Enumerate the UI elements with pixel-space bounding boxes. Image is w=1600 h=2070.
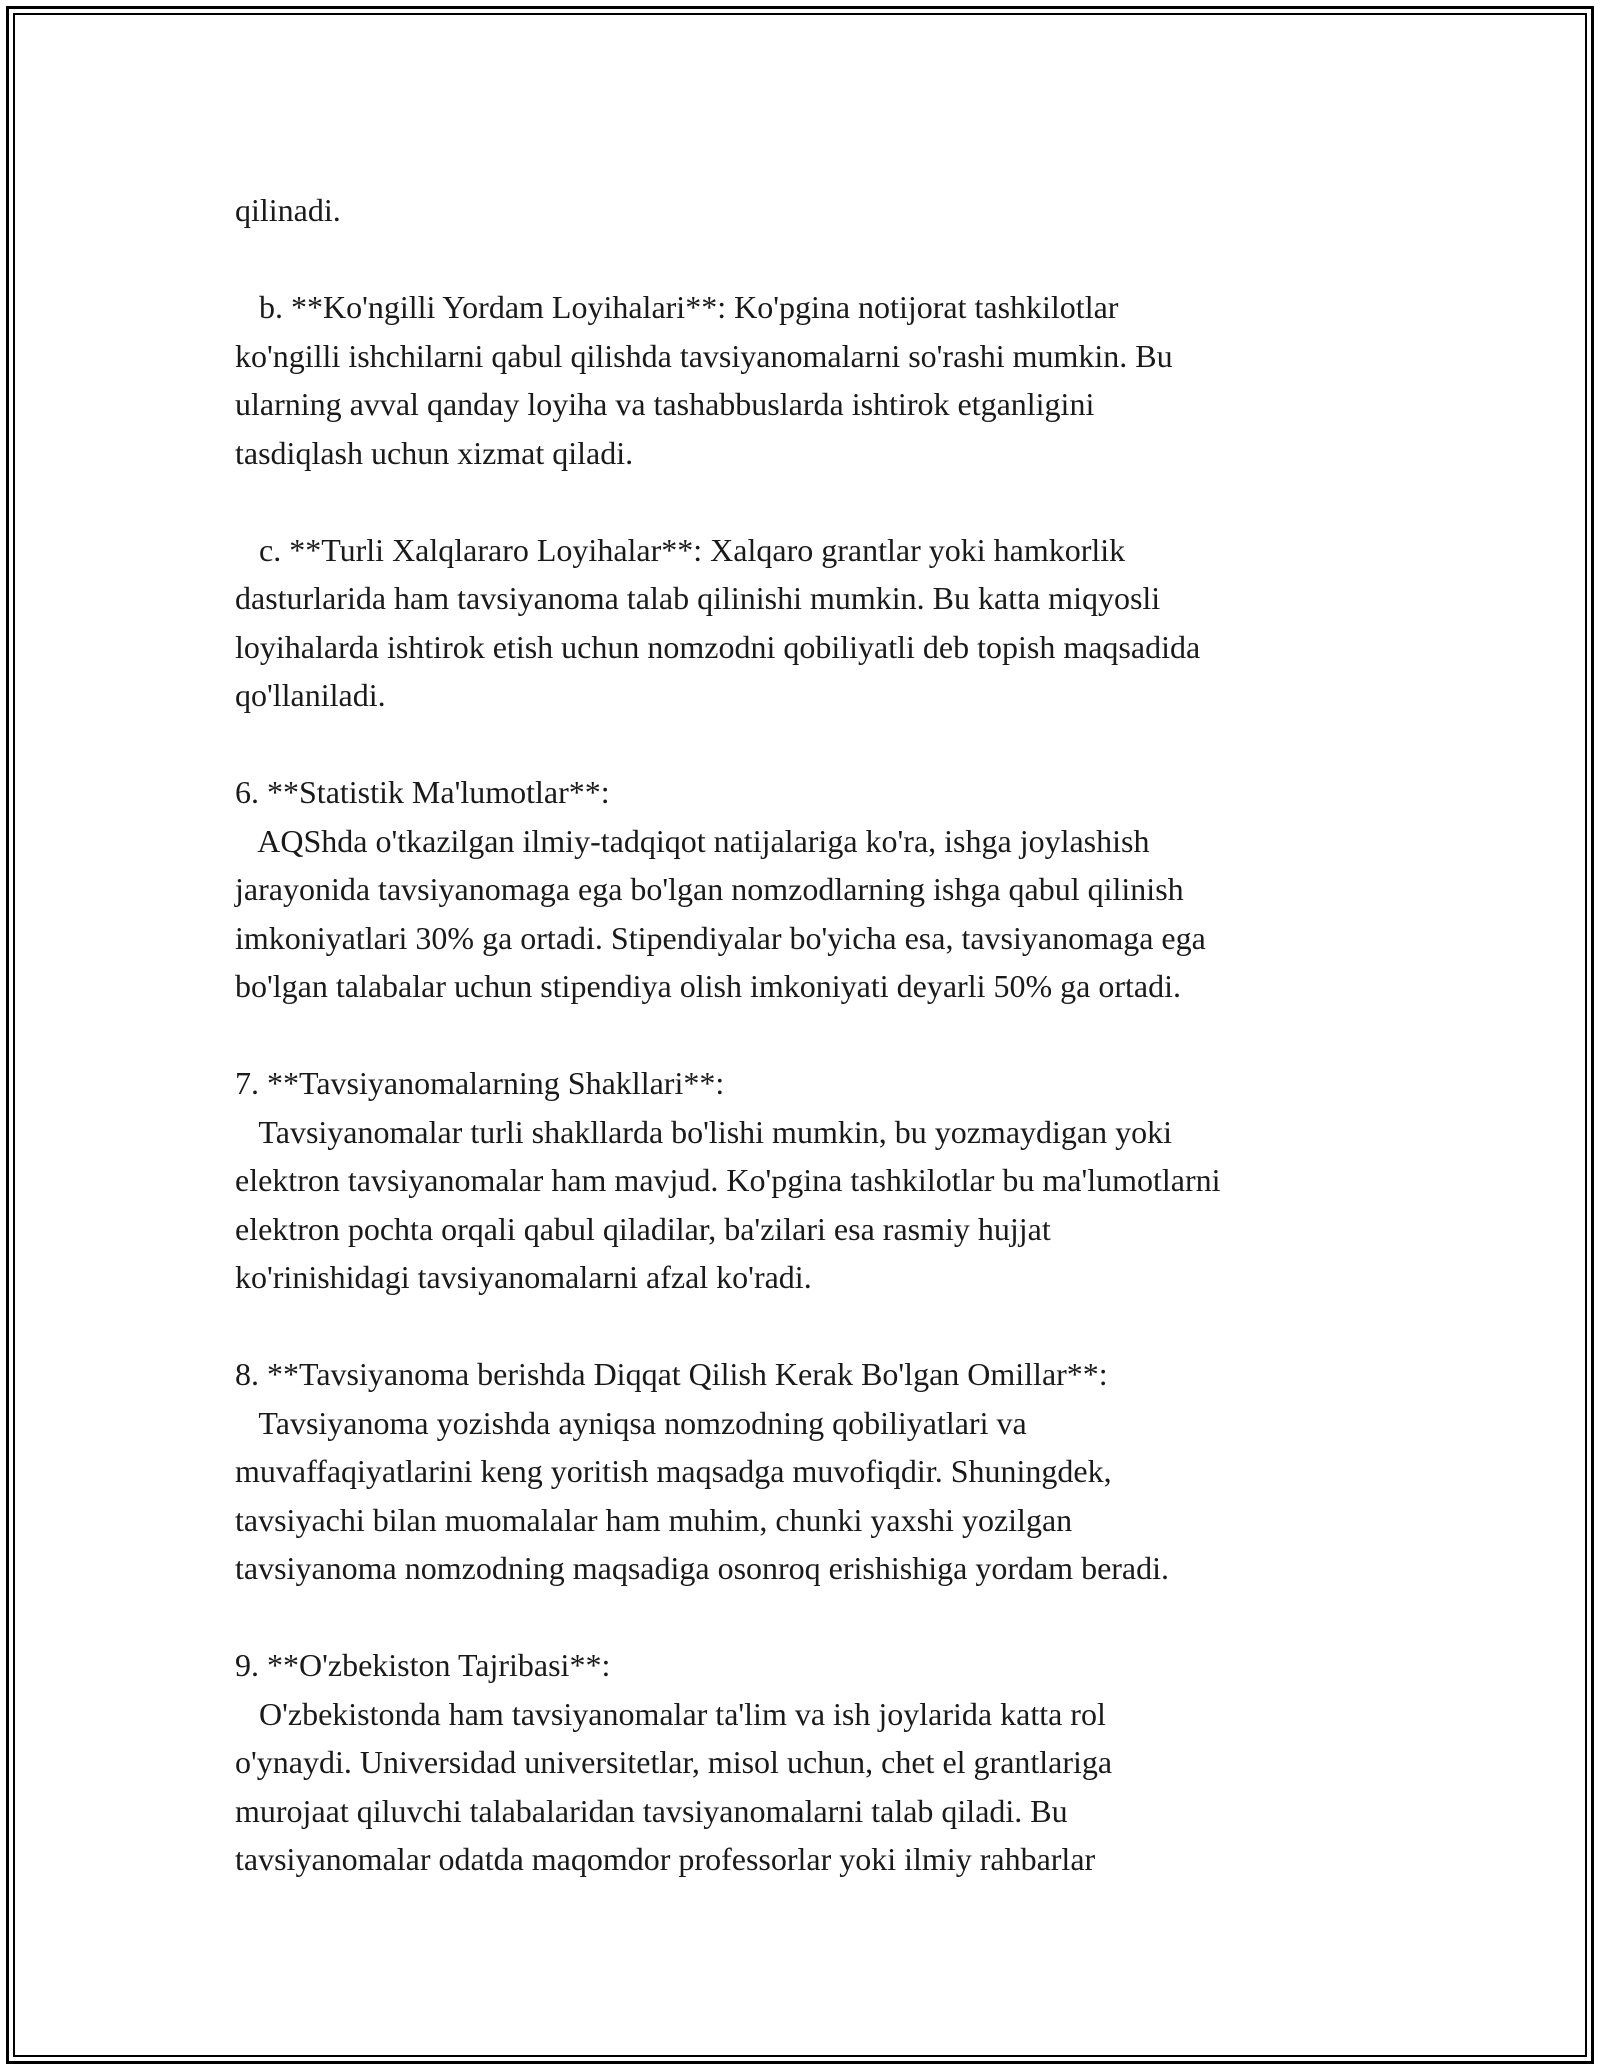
text-line: dasturlarida ham tavsiyanoma talab qilinishi mumkin. Bu katta miqyosli [235,580,1161,616]
text-line: c. **Turli Xalqlararo Loyihalar**: Xalqaro grantlar yoki hamkorlik [235,531,1126,568]
text-line: bo'lgan talabalar uchun stipendiya olish imkoniyati deyarli 50% ga ortadi. [235,968,1181,1004]
blank-line [235,1011,1385,1060]
text-line: tasdiqlash uchun xizmat qiladi. [235,434,634,471]
text-line: tavsiyanomalar odatda maqomdor professorlar yoki ilmiy rahbarlar [235,1841,1096,1877]
text-line: loyihalarda ishtirok etish uchun nomzodni qobiliyatli deb topish maqsadida [235,628,1201,665]
text-line: Tavsiyanomalar turli shakllarda bo'lishi mumkin, bu yozmaydigan yoki [235,1113,1172,1150]
text-line: 9. **O'zbekiston Tajribasi**: [235,1647,611,1683]
text-line: tavsiyachi bilan muomalalar ham muhim, chunki yaxshi yozilgan [235,1501,1073,1538]
text-line: imkoniyatlari 30% ga ortadi. Stipendiyalar bo'yicha esa, tavsiyanomaga ega [235,919,1206,956]
blank-line [235,1593,1385,1642]
text-line: b. **Ko'ngilli Yordam Loyihalari**: Ko'pgina notijorat tashkilotlar [235,289,1119,325]
text-line: qilinadi. [235,192,341,228]
text-line: 6. **Statistik Ma'lumotlar**: [235,774,610,810]
blank-line [235,1302,1385,1351]
text-line: Tavsiyanoma yozishda ayniqsa nomzodning qobiliyatlari va [235,1404,1027,1441]
text-line: AQShda o'tkazilgan ilmiy-tadqiqot natijalariga ko'ra, ishga joylashish [235,822,1150,859]
text-line: muvaffaqiyatlarini keng yoritish maqsadga muvofiqdir. Shuningdek, [235,1453,1112,1489]
text-line: elektron pochta orqali qabul qiladilar, ba'zilari esa rasmiy hujjat [235,1210,1051,1247]
text-line: tavsiyanoma nomzodning maqsadiga osonroq erishishiga yordam beradi. [235,1550,1170,1586]
blank-line [235,720,1385,769]
text-line: 7. **Tavsiyanomalarning Shakllari**: [235,1065,725,1101]
text-line: elektron tavsiyanomalar ham mavjud. Ko'pgina tashkilotlar bu ma'lumotlarni [235,1162,1221,1198]
text-line: ularning avval qanday loyiha va tashabbuslarda ishtirok etganligini [235,386,1095,422]
blank-line [235,477,1385,526]
text-line: murojaat qiluvchi talabalaridan tavsiyanomalarni talab qiladi. Bu [235,1792,1068,1829]
text-line: ko'ngilli ishchilarni qabul qilishda tavsiyanomalarni so'rashi mumkin. Bu [235,337,1173,374]
text-line: qo'llaniladi. [235,677,386,713]
text-line: 8. **Tavsiyanoma berishda Diqqat Qilish Kerak Bo'lgan Omillar**: [235,1356,1108,1392]
document-body [235,186,1385,1884]
text-line: jarayonida tavsiyanomaga ega bo'lgan nomzodlarning ishga qabul qilinish [235,871,1184,907]
text-line: O'zbekistonda ham tavsiyanomalar ta'lim va ish joylarida katta rol [235,1695,1106,1732]
text-line: o'ynaydi. Universidad universitetlar, misol uchun, chet el grantlariga [235,1744,1113,1780]
blank-line [235,235,1385,284]
text-line: ko'rinishidagi tavsiyanomalarni afzal ko'radi. [235,1259,812,1295]
